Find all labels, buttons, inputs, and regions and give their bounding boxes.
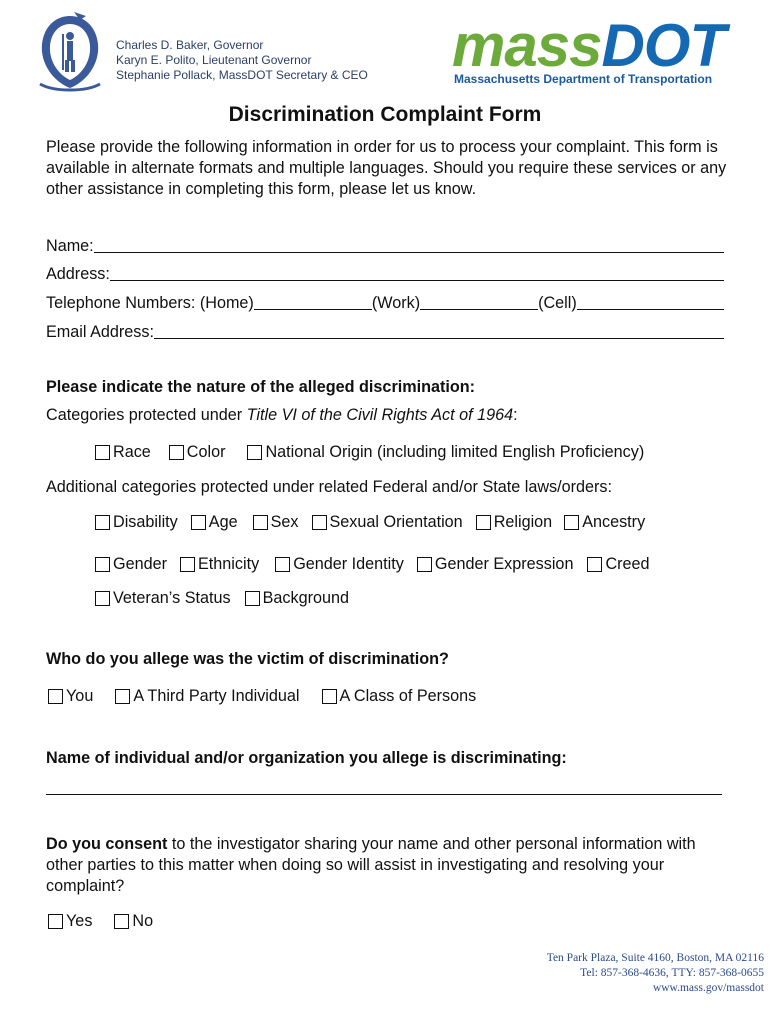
checkbox-box[interactable] bbox=[247, 445, 262, 460]
massachusetts-seal-icon bbox=[34, 10, 106, 92]
checkbox-box[interactable] bbox=[322, 689, 337, 704]
disability-label: Disability bbox=[113, 513, 178, 531]
gender-label: Gender bbox=[113, 555, 167, 573]
telephone-field[interactable] bbox=[46, 291, 724, 313]
checkbox-box[interactable] bbox=[564, 515, 579, 530]
form-title: Discrimination Complaint Form bbox=[228, 103, 542, 126]
sexual-orientation-label: Sexual Orientation bbox=[329, 513, 463, 531]
third-party-label: A Third Party Individual bbox=[133, 687, 300, 705]
no-checkbox[interactable] bbox=[114, 912, 153, 931]
gender-checkbox[interactable] bbox=[95, 555, 167, 574]
checkbox-box[interactable] bbox=[245, 591, 260, 606]
race-label: Race bbox=[113, 443, 151, 461]
checkbox-box[interactable] bbox=[48, 914, 63, 929]
categories-prefix: Categories protected under bbox=[46, 406, 247, 424]
sex-label: Sex bbox=[270, 513, 299, 531]
cell-phone-label: (Cell) bbox=[538, 294, 577, 312]
checkbox-box[interactable] bbox=[95, 557, 110, 572]
color-label: Color bbox=[186, 443, 226, 461]
checkbox-box[interactable] bbox=[115, 689, 130, 704]
home-phone-line[interactable] bbox=[254, 293, 372, 310]
ethnicity-checkbox[interactable] bbox=[180, 555, 259, 574]
age-label: Age bbox=[208, 513, 238, 531]
background-checkbox[interactable] bbox=[245, 589, 349, 608]
footer-address bbox=[547, 951, 764, 996]
checkbox-box[interactable] bbox=[312, 515, 327, 530]
checkbox-box[interactable] bbox=[476, 515, 491, 530]
work-phone-line[interactable] bbox=[420, 293, 538, 310]
checkbox-box[interactable] bbox=[191, 515, 206, 530]
intro-text: Please provide the following information in order for us to process your complaint. This form is available in alternate formats and multiple languages. Should you require these services or any other assistance in completing this form, please let us know. bbox=[46, 138, 727, 198]
checkbox-box[interactable] bbox=[95, 445, 110, 460]
additional-options-row-1 bbox=[95, 513, 645, 532]
logo-mass-text: mass bbox=[452, 12, 602, 79]
gender-expression-label: Gender Expression bbox=[434, 555, 574, 573]
ancestry-label: Ancestry bbox=[582, 513, 646, 531]
checkbox-box[interactable] bbox=[48, 689, 63, 704]
footer-phone: Tel: 857-368-4636, TTY: 857-368-0655 bbox=[580, 967, 764, 979]
race-checkbox[interactable] bbox=[95, 443, 151, 462]
color-checkbox[interactable] bbox=[169, 443, 226, 462]
yes-checkbox[interactable] bbox=[48, 912, 92, 931]
gender-identity-label: Gender Identity bbox=[293, 555, 404, 573]
footer-website[interactable]: www.mass.gov/massdot bbox=[652, 982, 764, 994]
checkbox-box[interactable] bbox=[417, 557, 432, 572]
consent-bold: Do you consent bbox=[46, 835, 168, 853]
official-lieutenant-governor: Karyn E. Polito, Lieutenant Governor bbox=[116, 53, 312, 67]
religion-label: Religion bbox=[493, 513, 553, 531]
consent-options bbox=[48, 912, 153, 931]
email-line[interactable] bbox=[154, 322, 724, 339]
age-checkbox[interactable] bbox=[191, 513, 238, 532]
checkbox-box[interactable] bbox=[587, 557, 602, 572]
creed-label: Creed bbox=[605, 555, 650, 573]
checkbox-box[interactable] bbox=[95, 591, 110, 606]
sex-checkbox[interactable] bbox=[253, 513, 299, 532]
checkbox-box[interactable] bbox=[169, 445, 184, 460]
work-phone-label: (Work) bbox=[371, 294, 421, 312]
victim-heading: Who do you allege was the victim of discrimination? bbox=[46, 650, 449, 668]
checkbox-box[interactable] bbox=[253, 515, 268, 530]
footer-street: Ten Park Plaza, Suite 4160, Boston, MA 02116 bbox=[546, 952, 764, 964]
religion-checkbox[interactable] bbox=[476, 513, 553, 532]
logo-subtitle: Massachusetts Department of Transportation bbox=[454, 72, 713, 86]
checkbox-box[interactable] bbox=[180, 557, 195, 572]
logo-dot-text: DOT bbox=[601, 12, 726, 79]
additional-options-row-3 bbox=[95, 589, 349, 608]
address-field[interactable] bbox=[46, 262, 724, 284]
ethnicity-label: Ethnicity bbox=[198, 555, 260, 573]
address-label: Address: bbox=[46, 265, 110, 283]
additional-options-row-2 bbox=[95, 555, 650, 574]
consent-text: to the investigator sharing your name and other personal information with other parties to this matter when doing so will assist in investigating and resolving your complaint? bbox=[46, 835, 696, 895]
title-vi-options bbox=[95, 443, 644, 462]
you-label: You bbox=[66, 687, 94, 705]
name-line[interactable] bbox=[94, 236, 724, 253]
respondent-line[interactable] bbox=[46, 794, 722, 795]
checkbox-box[interactable] bbox=[275, 557, 290, 572]
creed-checkbox[interactable] bbox=[587, 555, 649, 574]
disability-checkbox[interactable] bbox=[95, 513, 178, 532]
official-secretary: Stephanie Pollack, MassDOT Secretary & CEO bbox=[116, 68, 368, 82]
name-label: Name: bbox=[46, 237, 94, 255]
you-checkbox[interactable] bbox=[48, 687, 93, 706]
address-line[interactable] bbox=[110, 264, 724, 281]
cell-phone-line[interactable] bbox=[577, 293, 724, 310]
sexual-orientation-checkbox[interactable] bbox=[312, 513, 463, 532]
ancestry-checkbox[interactable] bbox=[564, 513, 645, 532]
veterans-status-checkbox[interactable] bbox=[95, 589, 231, 608]
home-phone-label: Telephone Numbers: (Home) bbox=[46, 294, 254, 312]
gender-expression-checkbox[interactable] bbox=[417, 555, 574, 574]
checkbox-box[interactable] bbox=[114, 914, 129, 929]
gender-identity-checkbox[interactable] bbox=[275, 555, 404, 574]
checkbox-box[interactable] bbox=[95, 515, 110, 530]
national-origin-label: National Origin (including limited English Proficiency) bbox=[265, 443, 645, 461]
official-governor: Charles D. Baker, Governor bbox=[116, 38, 264, 52]
third-party-checkbox[interactable] bbox=[115, 687, 299, 706]
veterans-status-label: Veteran’s Status bbox=[113, 589, 231, 607]
email-field[interactable] bbox=[46, 320, 724, 342]
categories-text bbox=[46, 405, 518, 426]
officials-list bbox=[116, 38, 368, 83]
massdot-logo bbox=[452, 12, 742, 86]
categories-law: Title VI of the Civil Rights Act of 1964 bbox=[246, 406, 514, 424]
background-label: Background bbox=[262, 589, 349, 607]
respondent-heading: Name of individual and/or organization you allege is discriminating: bbox=[46, 749, 567, 767]
class-of-persons-checkbox[interactable] bbox=[322, 687, 477, 706]
email-label: Email Address: bbox=[46, 323, 154, 341]
additional-categories-text: Additional categories protected under related Federal and/or State laws/orders: bbox=[46, 478, 612, 496]
categories-suffix: : bbox=[513, 406, 518, 424]
yes-label: Yes bbox=[66, 912, 93, 930]
victim-options bbox=[48, 687, 476, 706]
national-origin-checkbox[interactable] bbox=[247, 443, 644, 462]
consent-question bbox=[46, 834, 736, 897]
no-label: No bbox=[132, 912, 154, 930]
name-field[interactable] bbox=[46, 234, 724, 256]
nature-heading: Please indicate the nature of the alleged discrimination: bbox=[46, 378, 476, 396]
class-of-persons-label: A Class of Persons bbox=[339, 687, 477, 705]
